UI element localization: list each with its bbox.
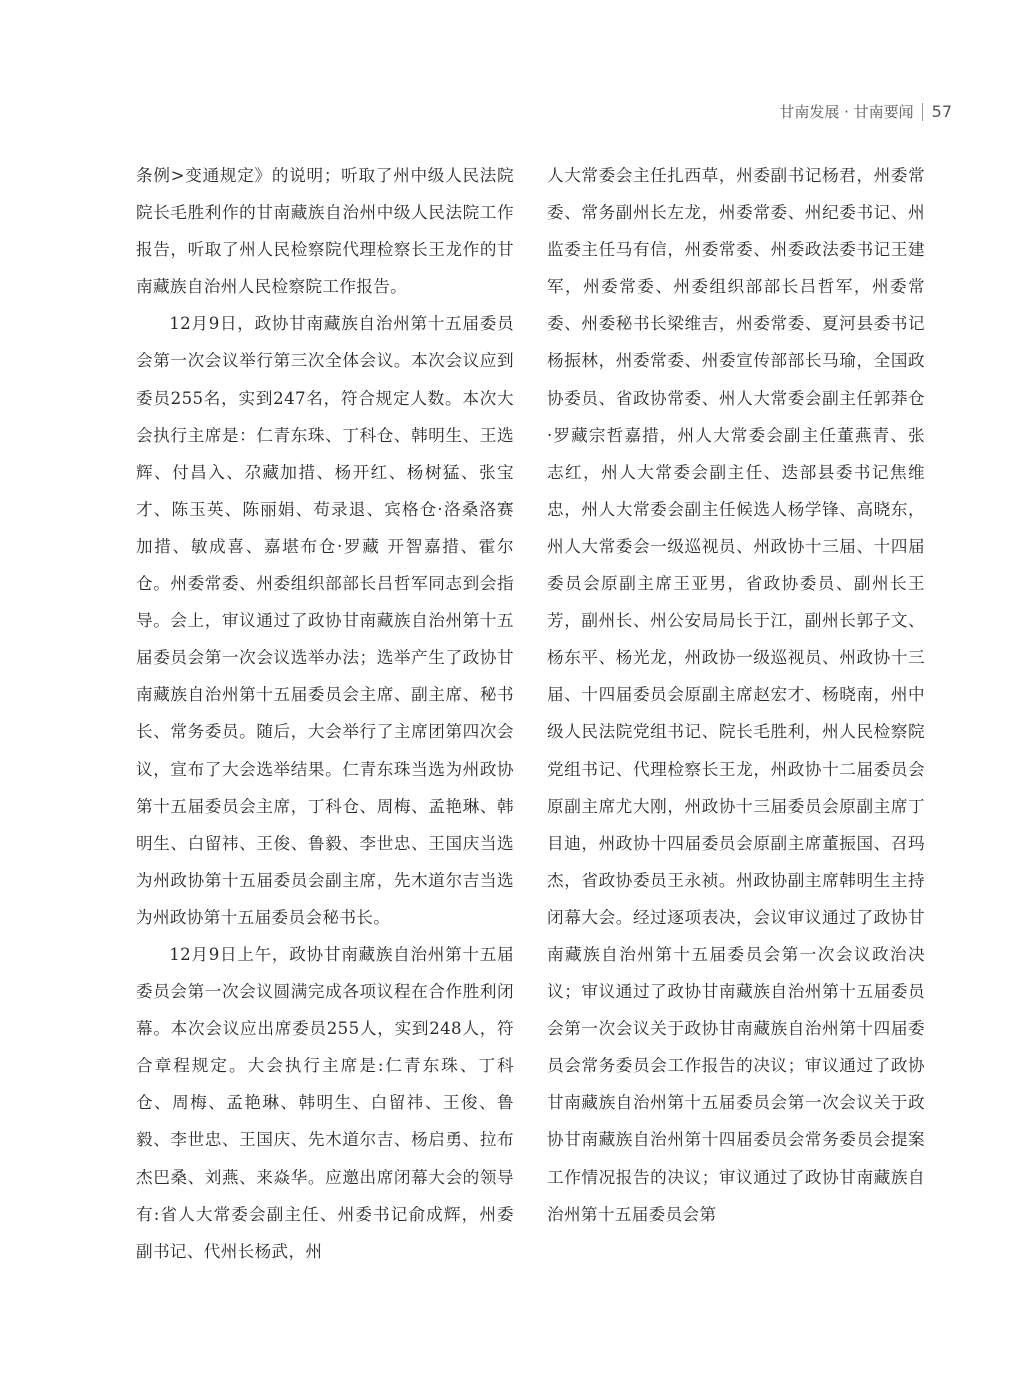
- paragraph: 人大常委会主任扎西草，州委副书记杨君，州委常委、常务副州长左龙，州委常委、州纪委书记、州监委主任马有信，州委常委、州委政法委书记王建军，州委常委、州委组织部部长吕哲军，州委常委、州委秘书长梁维吉，州委常委、夏河县委书记杨振林，州委常委、州委宣传部部长马瑜，全国政协委员、省政协常委、州人大常委会副主任郭莽仓·罗藏宗哲嘉措，州人大常委会副主任董燕青、张志红，州人大常委会副主任、迭部县委书记焦维忠，州人大常委会副主任候选人杨学锋、高晓东，州人大常委会一级巡视员、州政协十三届、十四届委员会原副主席王亚男，省政协委员、副州长王芳，副州长、州公安局局长于江，副州长郭子文、杨东平、杨光龙，州政协一级巡视员、州政协十三届、十四届委员会原副主席赵宏才、杨晓南，州中级人民法院党组书记、院长毛胜利，州人民检察院党组书记、代理检察长王龙，州政协十二届委员会原副主席尤大刚，州政协十三届委员会原副主席丁目迪，州政协十四届委员会原副主席董振国、召玛杰，省政协委员王永祯。州政协副主席韩明生主持闭幕大会。经过逐项表决，会议审议通过了政协甘南藏族自治州第十五届委员会第一次会议政治决议；审议通过了政协甘南藏族自治州第十五届委员会第一次会议关于政协甘南藏族自治州第十四届委员会常务委员会工作报告的决议；审议通过了政协甘南藏族自治州第十五届委员会第一次会议关于政协甘南藏族自治州第十四届委员会常务委员会提案工作情况报告的决议；审议通过了政协甘南藏族自治州第十五届委员会第: [547, 166, 925, 1224]
- paragraph: 12月9日，政协甘南藏族自治州第十五届委员会第一次会议举行第三次全体会议。本次会议应到委员255名，实到247名，符合规定人数。本次大会执行主席是：仁青东珠、丁科仓、韩明生、王选辉、付昌入、尕藏加措、杨开红、杨树猛、张宝才、陈玉英、陈丽娟、苟录退、宾格仓·洛桑洛赛加措、敏成喜、嘉堪布仓·罗藏 开智嘉措、霍尔仓。州委常委、州委组织部部长吕哲军同志到会指导。会上，审议通过了政协甘南藏族自治州第十五届委员会第一次会议选举办法；选举产生了政协甘南藏族自治州第十五届委员会主席、副主席、秘书长、常务委员。随后，大会举行了主席团第四次会议，宣布了大会选举结果。仁青东珠当选为州政协第十五届委员会主席，丁科仓、周梅、孟艳琳、韩明生、白留祎、王俊、鲁毅、李世忠、王国庆当选为州政协第十五届委员会副主席，先木道尔吉当选为州政协第十五届委员会秘书长。: [136, 314, 514, 927]
- paragraph: 条例>变通规定》的说明；听取了州中级人民法院院长毛胜利作的甘南藏族自治州中级人民法院工作报告，听取了州人民检察院代理检察长王龙作的甘南藏族自治州人民检察院工作报告。: [136, 166, 514, 297]
- page-number: 57: [931, 102, 952, 121]
- section-title: 甘南发展 · 甘南要闻: [779, 103, 914, 121]
- paragraph: 12月9日上午，政协甘南藏族自治州第十五届委员会第一次会议圆满完成各项议程在合作胜利闭幕。本次会议应出席委员255人，实到248人，符合章程规定。大会执行主席是:仁青东珠、丁科仓、周梅、孟艳琳、韩明生、白留祎、王俊、鲁毅、李世忠、王国庆、先木道尔吉、杨启勇、拉布杰巴桑、刘燕、来焱华。应邀出席闭幕大会的领导有:省人大常委会副主任、州委书记俞成辉，州委副书记、代州长杨武，州: [136, 944, 514, 1261]
- running-header: [779, 101, 952, 122]
- header-divider: [922, 103, 923, 121]
- left-column: [136, 157, 514, 1270]
- right-column: [547, 157, 925, 1233]
